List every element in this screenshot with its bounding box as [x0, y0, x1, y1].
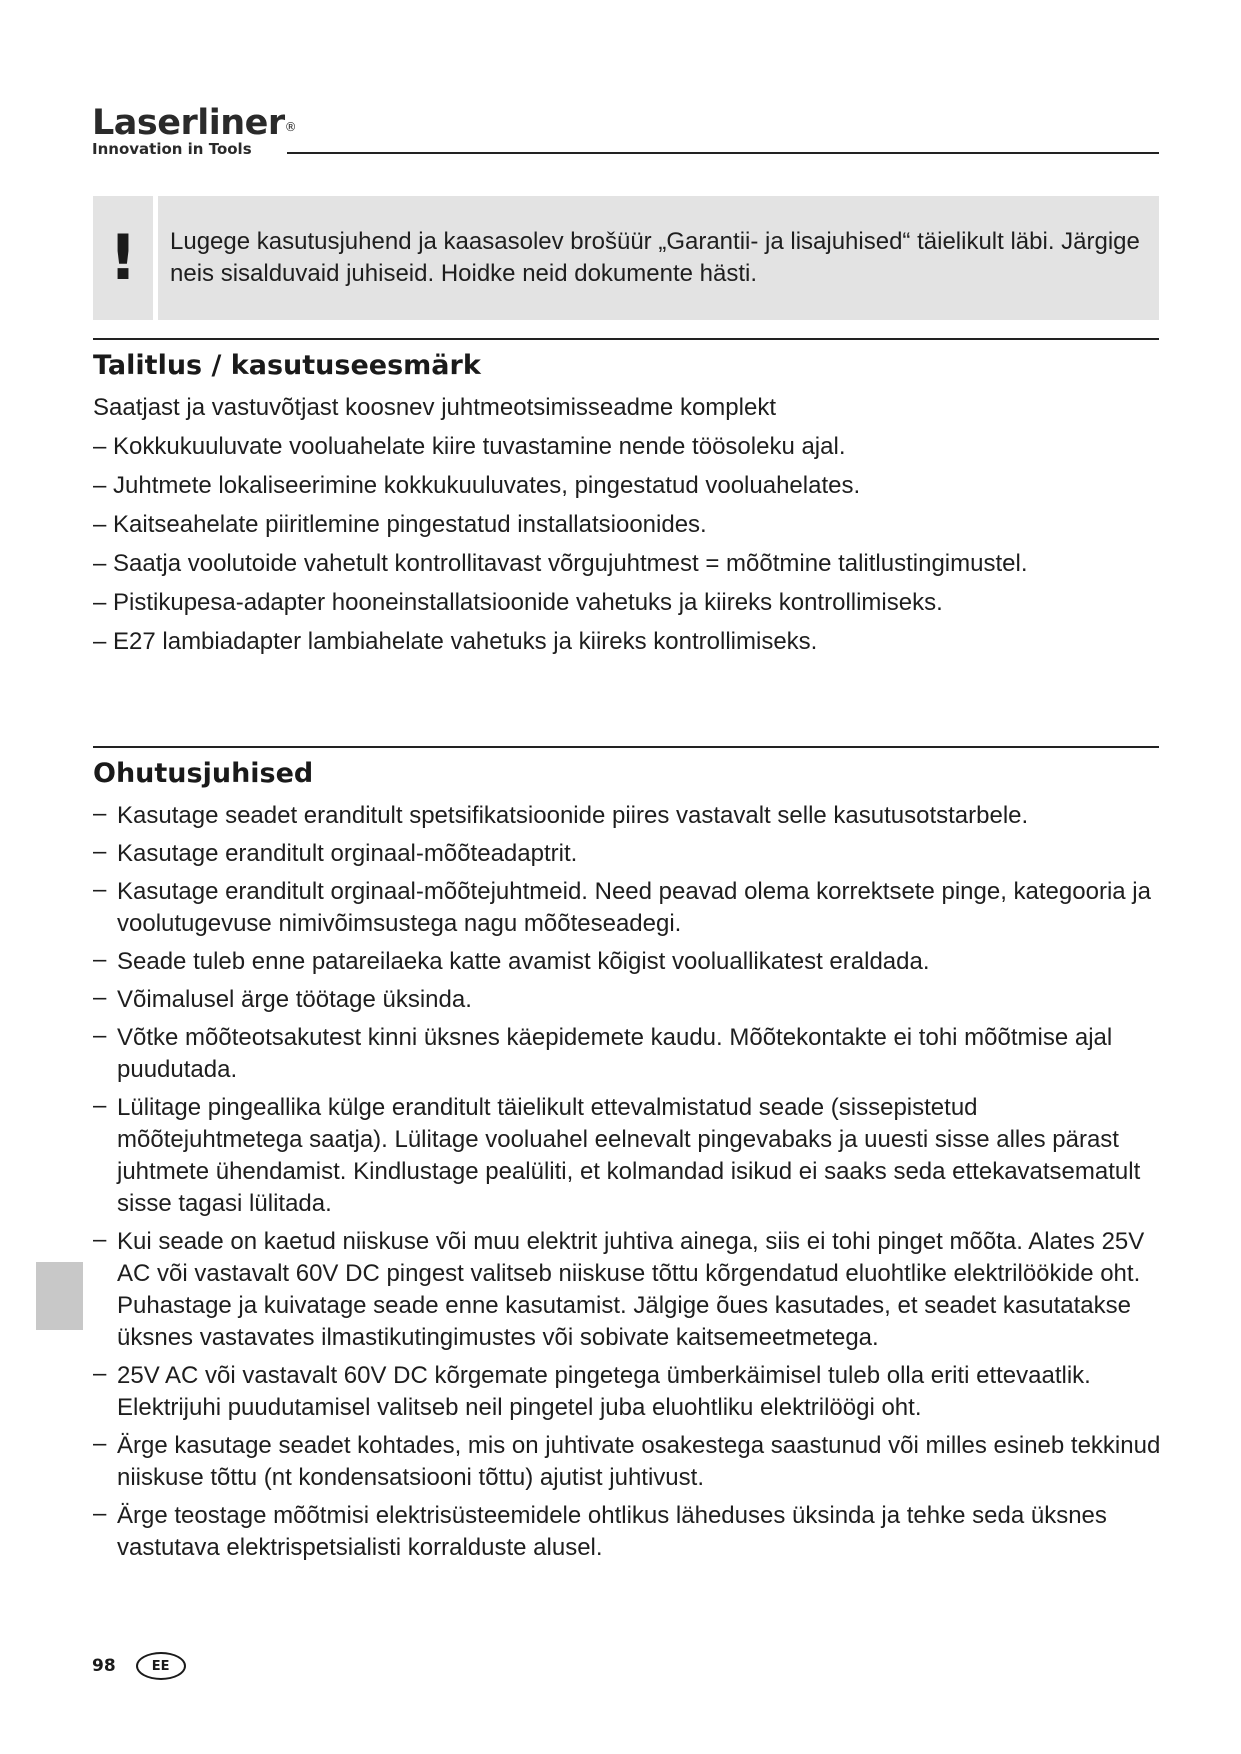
list-item: – Võtke mõõteotsakutest kinni üksnes käepidemete kaudu. Mõõtekontakte ei tohi mõõtmise ajal puudutada. — [93, 1022, 1163, 1086]
section-rule — [93, 338, 1159, 340]
list-item: – Kasutage eranditult orginaal-mõõtejuhtmeid. Need peavad olema korrektsete pinge, kategooria ja voolutugevuse nimivõimsustega nagu mõõteseadegi. — [93, 876, 1163, 940]
notice-box — [93, 196, 1159, 320]
intro-line: Saatjast ja vastuvõtjast koosnev juhtmeotsimisseadme komplekt — [93, 394, 776, 421]
registered-mark: ® — [284, 120, 297, 134]
dash: – — [93, 1430, 107, 1457]
safety-list — [93, 800, 1163, 1570]
list-item: – Kasutage eranditult orginaal-mõõteadaptrit. — [93, 838, 1163, 870]
dash: – — [93, 1022, 107, 1049]
list-item: – Kokkukuuluvate vooluahelate kiire tuvastamine nende töösoleku ajal. — [93, 433, 846, 460]
notice-text: Lugege kasutusjuhend ja kaasasolev brošüür „Garantii- ja lisajuhised“ täielikult läbi. Järgige neis sisalduvaid juhiseid. Hoidke neid dokumente hästi. — [170, 228, 1140, 287]
dash: – — [93, 1092, 107, 1119]
list-item: – Lülitage pingeallika külge eranditult täielikult ettevalmistatud seade (sissepistetud mõõtejuhtmetega saatja). Lülitage vooluahel eelnevalt pingevabaks ja uuesti sisse alles pärast juhtmete ühendamist. Kindlustage pealüliti, et kolmandad isikud ei saaks seda ettekavatsematult sisse tagasi lülitada. — [93, 1092, 1163, 1220]
section-title-function: Talitlus / kasutuseesmärk — [93, 350, 481, 381]
dash: – — [93, 946, 107, 973]
side-thumb-tab — [36, 1262, 83, 1330]
dash: – — [93, 800, 107, 827]
list-item: – Kui seade on kaetud niiskuse või muu elektrit juhtiva ainega, siis ei tohi pinget mõõta. Alates 25V AC või vastavalt 60V DC pingest valitseb niiskuse tõttu kõrgendatud eluohtlike elektrilöökide oht. Puhastage ja kuivatage seade enne kasutamist. Jälgige õues kasutades, et seadet kasutatakse üksnes vastavates ilmastikutingimustes või sobivate kaitsemeetmetega. — [93, 1226, 1163, 1354]
country-badge: EE — [136, 1652, 186, 1680]
logo-name: Laserliner® — [92, 103, 297, 143]
list-item: – 25V AC või vastavalt 60V DC kõrgemate pingetega ümberkäimisel tuleb olla eriti ettevaatlik. Elektrijuhi puudutamisel valitseb neil pingetel juba eluohtliku elektrilöögi oht. — [93, 1360, 1163, 1424]
page-number: 98 — [92, 1656, 116, 1676]
list-item: – Kaitseahelate piiritlemine pingestatud installatsioonides. — [93, 511, 707, 538]
list-item: – Saatja voolutoide vahetult kontrollitavast võrgujuhtmest = mõõtmine talitlustingimustel. — [93, 550, 1028, 577]
notice-body — [158, 196, 1159, 320]
exclamation-icon: ! — [93, 196, 153, 320]
list-item: – Võimalusel ärge töötage üksinda. — [93, 984, 1163, 1016]
dash: – — [93, 984, 107, 1011]
dash: – — [93, 838, 107, 865]
dash: – — [93, 1500, 107, 1527]
dash: – — [93, 1360, 107, 1387]
list-item: – Seade tuleb enne patareilaeka katte avamist kõigist vooluallikatest eraldada. — [93, 946, 1163, 978]
dash: – — [93, 876, 107, 903]
list-item: – E27 lambiadapter lambiahelate vahetuks ja kiireks kontrollimiseks. — [93, 628, 818, 655]
list-item: – Ärge teostage mõõtmisi elektrisüsteemidele ohtlikus läheduses üksinda ja tehke seda üksnes vastutava elektrispetsialisti korralduste alusel. — [93, 1500, 1163, 1564]
list-item: – Ärge kasutage seadet kohtades, mis on juhtivate osakestega saastunud või milles esineb tekkinud niiskuse tõttu (nt kondensatsiooni tõttu) ajutist juhtivust. — [93, 1430, 1163, 1494]
dash: – — [93, 1226, 107, 1253]
header-rule — [287, 152, 1159, 154]
page-footer — [92, 1652, 186, 1680]
list-item: – Juhtmete lokaliseerimine kokkukuuluvates, pingestatud vooluahelates. — [93, 472, 861, 499]
logo-tagline: Innovation in Tools — [92, 140, 252, 158]
list-item: – Kasutage seadet eranditult spetsifikatsioonide piires vastavalt selle kasutusotstarbele. — [93, 800, 1163, 832]
section-rule — [93, 746, 1159, 748]
list-item: – Pistikupesa-adapter hooneinstallatsioonide vahetuks ja kiireks kontrollimiseks. — [93, 589, 943, 616]
section-title-safety: Ohutusjuhised — [93, 758, 314, 789]
brand-logo — [92, 104, 296, 158]
function-text — [93, 388, 1163, 661]
